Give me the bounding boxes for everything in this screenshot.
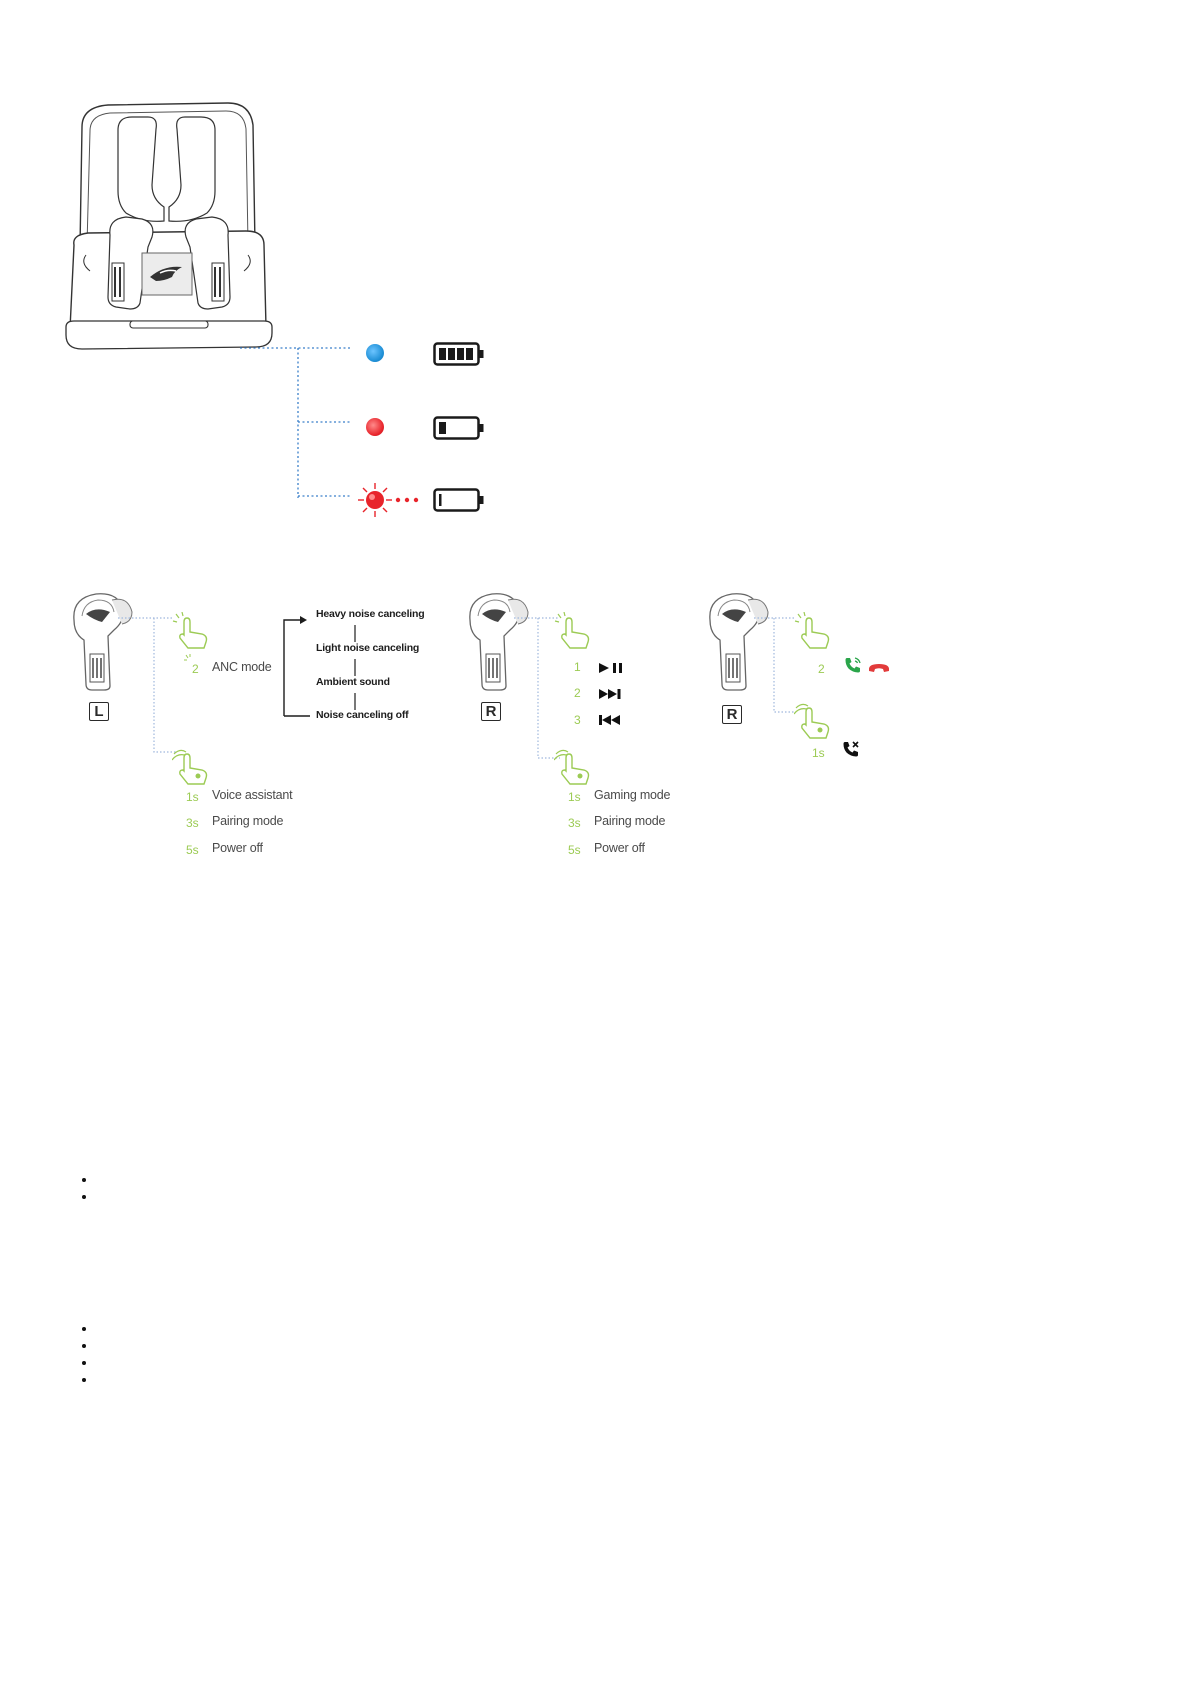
right-hold-time-3: 5s (568, 843, 581, 857)
tap-gesture-icon (794, 612, 834, 652)
hold-gesture-icon (554, 748, 594, 786)
anc-cycle-arrows (280, 612, 360, 722)
led-connector-lines (240, 340, 360, 510)
battery-low-icon (433, 416, 485, 440)
right-tap-count-1: 1 (574, 660, 581, 674)
left-side-badge: L (89, 702, 109, 721)
led-red-indicator (366, 418, 384, 436)
previous-track-icon (598, 714, 624, 726)
anc-option-off: Noise canceling off (316, 709, 409, 721)
tap-gesture-icon (554, 612, 594, 652)
left-hold-action-3: Power off (212, 841, 263, 855)
blink-dots (394, 496, 424, 504)
right-hold-time-1: 1s (568, 790, 581, 804)
left-tap-action: ANC mode (212, 660, 272, 674)
charging-case-illustration (60, 95, 275, 380)
anc-option-light: Light noise canceling (316, 642, 420, 654)
next-track-icon (598, 688, 624, 700)
play-pause-icon (598, 662, 624, 674)
reject-call-icon (842, 740, 860, 758)
left-hold-time-2: 3s (186, 816, 199, 830)
hold-gesture-icon (172, 748, 212, 786)
led-blue-indicator (366, 344, 384, 362)
bullet-group-2-item-3 (82, 1361, 86, 1365)
left-hold-action-2: Pairing mode (212, 814, 284, 828)
right-side-badge-media: R (481, 702, 501, 721)
left-tap-count: 2 (192, 662, 199, 676)
tap-gesture-icon (172, 612, 212, 652)
right-hold-action-3: Power off (594, 841, 645, 855)
bullet-group-2-item-4 (82, 1378, 86, 1382)
battery-critical-icon (433, 488, 485, 512)
call-tap-count: 2 (818, 662, 825, 676)
right-tap-count-2: 2 (574, 686, 581, 700)
led-red-blinking-indicator (357, 482, 393, 518)
bullet-group-1-item-1 (82, 1178, 86, 1182)
left-hold-time-1: 1s (186, 790, 199, 804)
right-hold-action-1: Gaming mode (594, 788, 671, 802)
right-side-badge-call: R (722, 705, 742, 724)
battery-full-icon (433, 342, 485, 366)
end-call-icon (868, 662, 890, 674)
anc-option-ambient: Ambient sound (316, 676, 390, 688)
right-hold-time-2: 3s (568, 816, 581, 830)
bullet-group-2-item-1 (82, 1327, 86, 1331)
call-hold-time: 1s (812, 746, 825, 760)
bullet-group-2-item-2 (82, 1344, 86, 1348)
left-hold-action-1: Voice assistant (212, 788, 293, 802)
right-hold-action-2: Pairing mode (594, 814, 666, 828)
hold-gesture-icon (794, 702, 834, 740)
bullet-group-1-item-2 (82, 1195, 86, 1199)
answer-call-icon (844, 656, 862, 674)
left-hold-time-3: 5s (186, 843, 199, 857)
anc-option-heavy: Heavy noise canceling (316, 608, 425, 620)
right-tap-count-3: 3 (574, 713, 581, 727)
